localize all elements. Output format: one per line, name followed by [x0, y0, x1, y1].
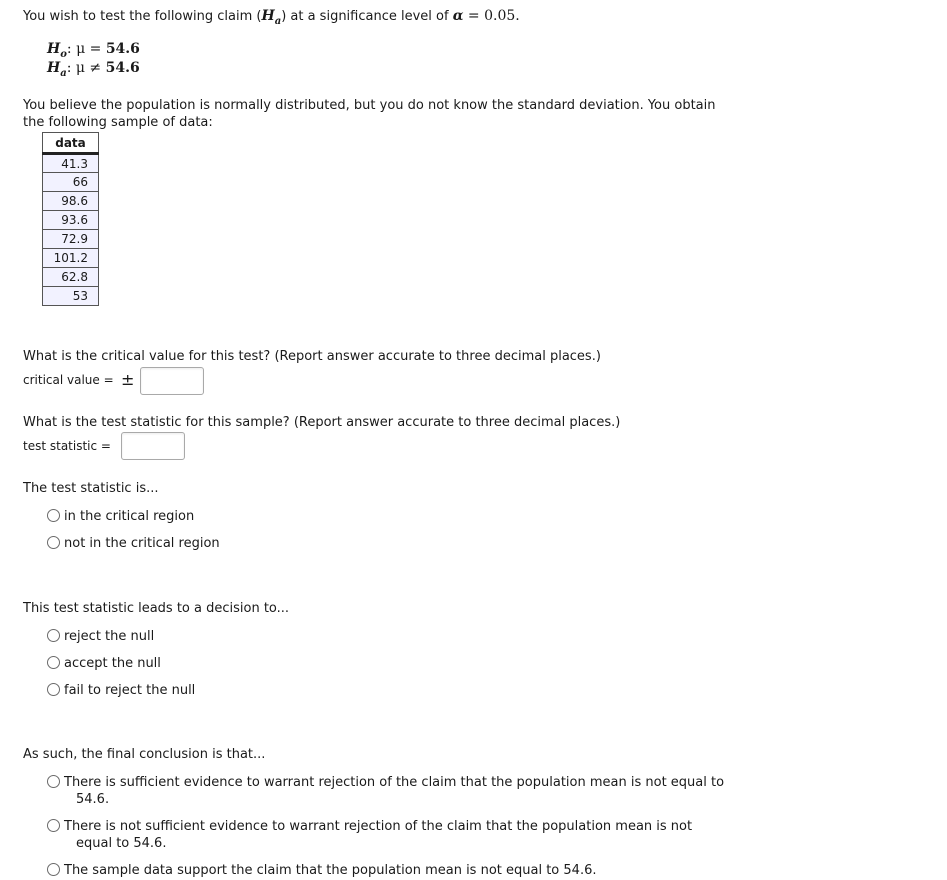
data-cell: 66: [43, 173, 99, 192]
data-table-header: data: [43, 133, 99, 154]
critical-value-label: critical value =: [23, 373, 114, 387]
claim-intro-text-before: You wish to test the following claim (: [23, 9, 262, 24]
decision-question: This test statistic leads to a decision to...: [23, 601, 290, 616]
data-cell: 101.2: [43, 249, 99, 268]
option-in-critical-region[interactable]: [47, 508, 194, 525]
radio-button[interactable]: [47, 819, 60, 832]
option-label: in the critical region: [64, 509, 195, 524]
critical-value-question: What is the critical value for this test? (Report answer accurate to three decimal places.): [23, 349, 601, 364]
data-cell: 72.9: [43, 230, 99, 249]
radio-button[interactable]: [47, 629, 60, 642]
option-fail-to-reject-null[interactable]: [47, 682, 195, 699]
option-label: There is sufficient evidence to warrant rejection of the claim that the population mean is not equal to 54.6.: [64, 775, 725, 807]
alternative-hypothesis: $H_a$: μ ≠ 54.6: [47, 60, 140, 79]
sample-intro-line1: You believe the population is normally distributed, but you do not know the standard deviation. You obtain: [23, 98, 716, 113]
option-label: reject the null: [64, 629, 155, 644]
radio-button[interactable]: [47, 509, 60, 522]
radio-button[interactable]: [47, 775, 60, 788]
data-cell: 93.6: [43, 211, 99, 230]
option-label: The sample data support the claim that the population mean is not equal to 54.6.: [64, 863, 597, 878]
option-not-sufficient-evidence-reject[interactable]: [47, 818, 692, 852]
radio-button[interactable]: [47, 683, 60, 696]
test-statistic-question: What is the test statistic for this sample? (Report answer accurate to three decimal places.): [23, 415, 621, 430]
sample-intro-line2: the following sample of data:: [23, 115, 213, 130]
option-sufficient-evidence-reject[interactable]: [47, 774, 724, 808]
option-label: There is not sufficient evidence to warrant rejection of the claim that the population mean is not equal to 54.6.: [64, 819, 693, 851]
conclusion-question: As such, the final conclusion is that...: [23, 747, 266, 762]
data-cell: 62.8: [43, 268, 99, 287]
option-label: fail to reject the null: [64, 683, 196, 698]
data-table: [42, 132, 99, 306]
alpha-value: α = 0.05.: [452, 8, 520, 24]
data-cell: 53: [43, 287, 99, 306]
radio-button[interactable]: [47, 536, 60, 549]
data-cell: 98.6: [43, 192, 99, 211]
option-data-support-claim[interactable]: [47, 862, 596, 879]
null-hypothesis: $H_o$: μ = 54.6: [47, 41, 140, 60]
plus-minus-icon: ±: [121, 370, 135, 389]
option-accept-null[interactable]: [47, 655, 161, 672]
option-label: accept the null: [64, 656, 161, 671]
claim-intro: [23, 8, 520, 27]
option-label: not in the critical region: [64, 536, 220, 551]
critical-value-input[interactable]: [140, 367, 204, 395]
data-cell: 41.3: [43, 154, 99, 173]
test-statistic-input[interactable]: [121, 432, 185, 460]
critical-region-question: The test statistic is...: [23, 481, 159, 496]
option-not-in-critical-region[interactable]: [47, 535, 220, 552]
claim-intro-text-middle: ) at a significance level of: [281, 9, 453, 24]
test-statistic-label: test statistic =: [23, 439, 111, 453]
claim-symbol: $H_a$: [261, 8, 282, 27]
radio-button[interactable]: [47, 656, 60, 669]
radio-button[interactable]: [47, 863, 60, 876]
option-reject-null[interactable]: [47, 628, 154, 645]
